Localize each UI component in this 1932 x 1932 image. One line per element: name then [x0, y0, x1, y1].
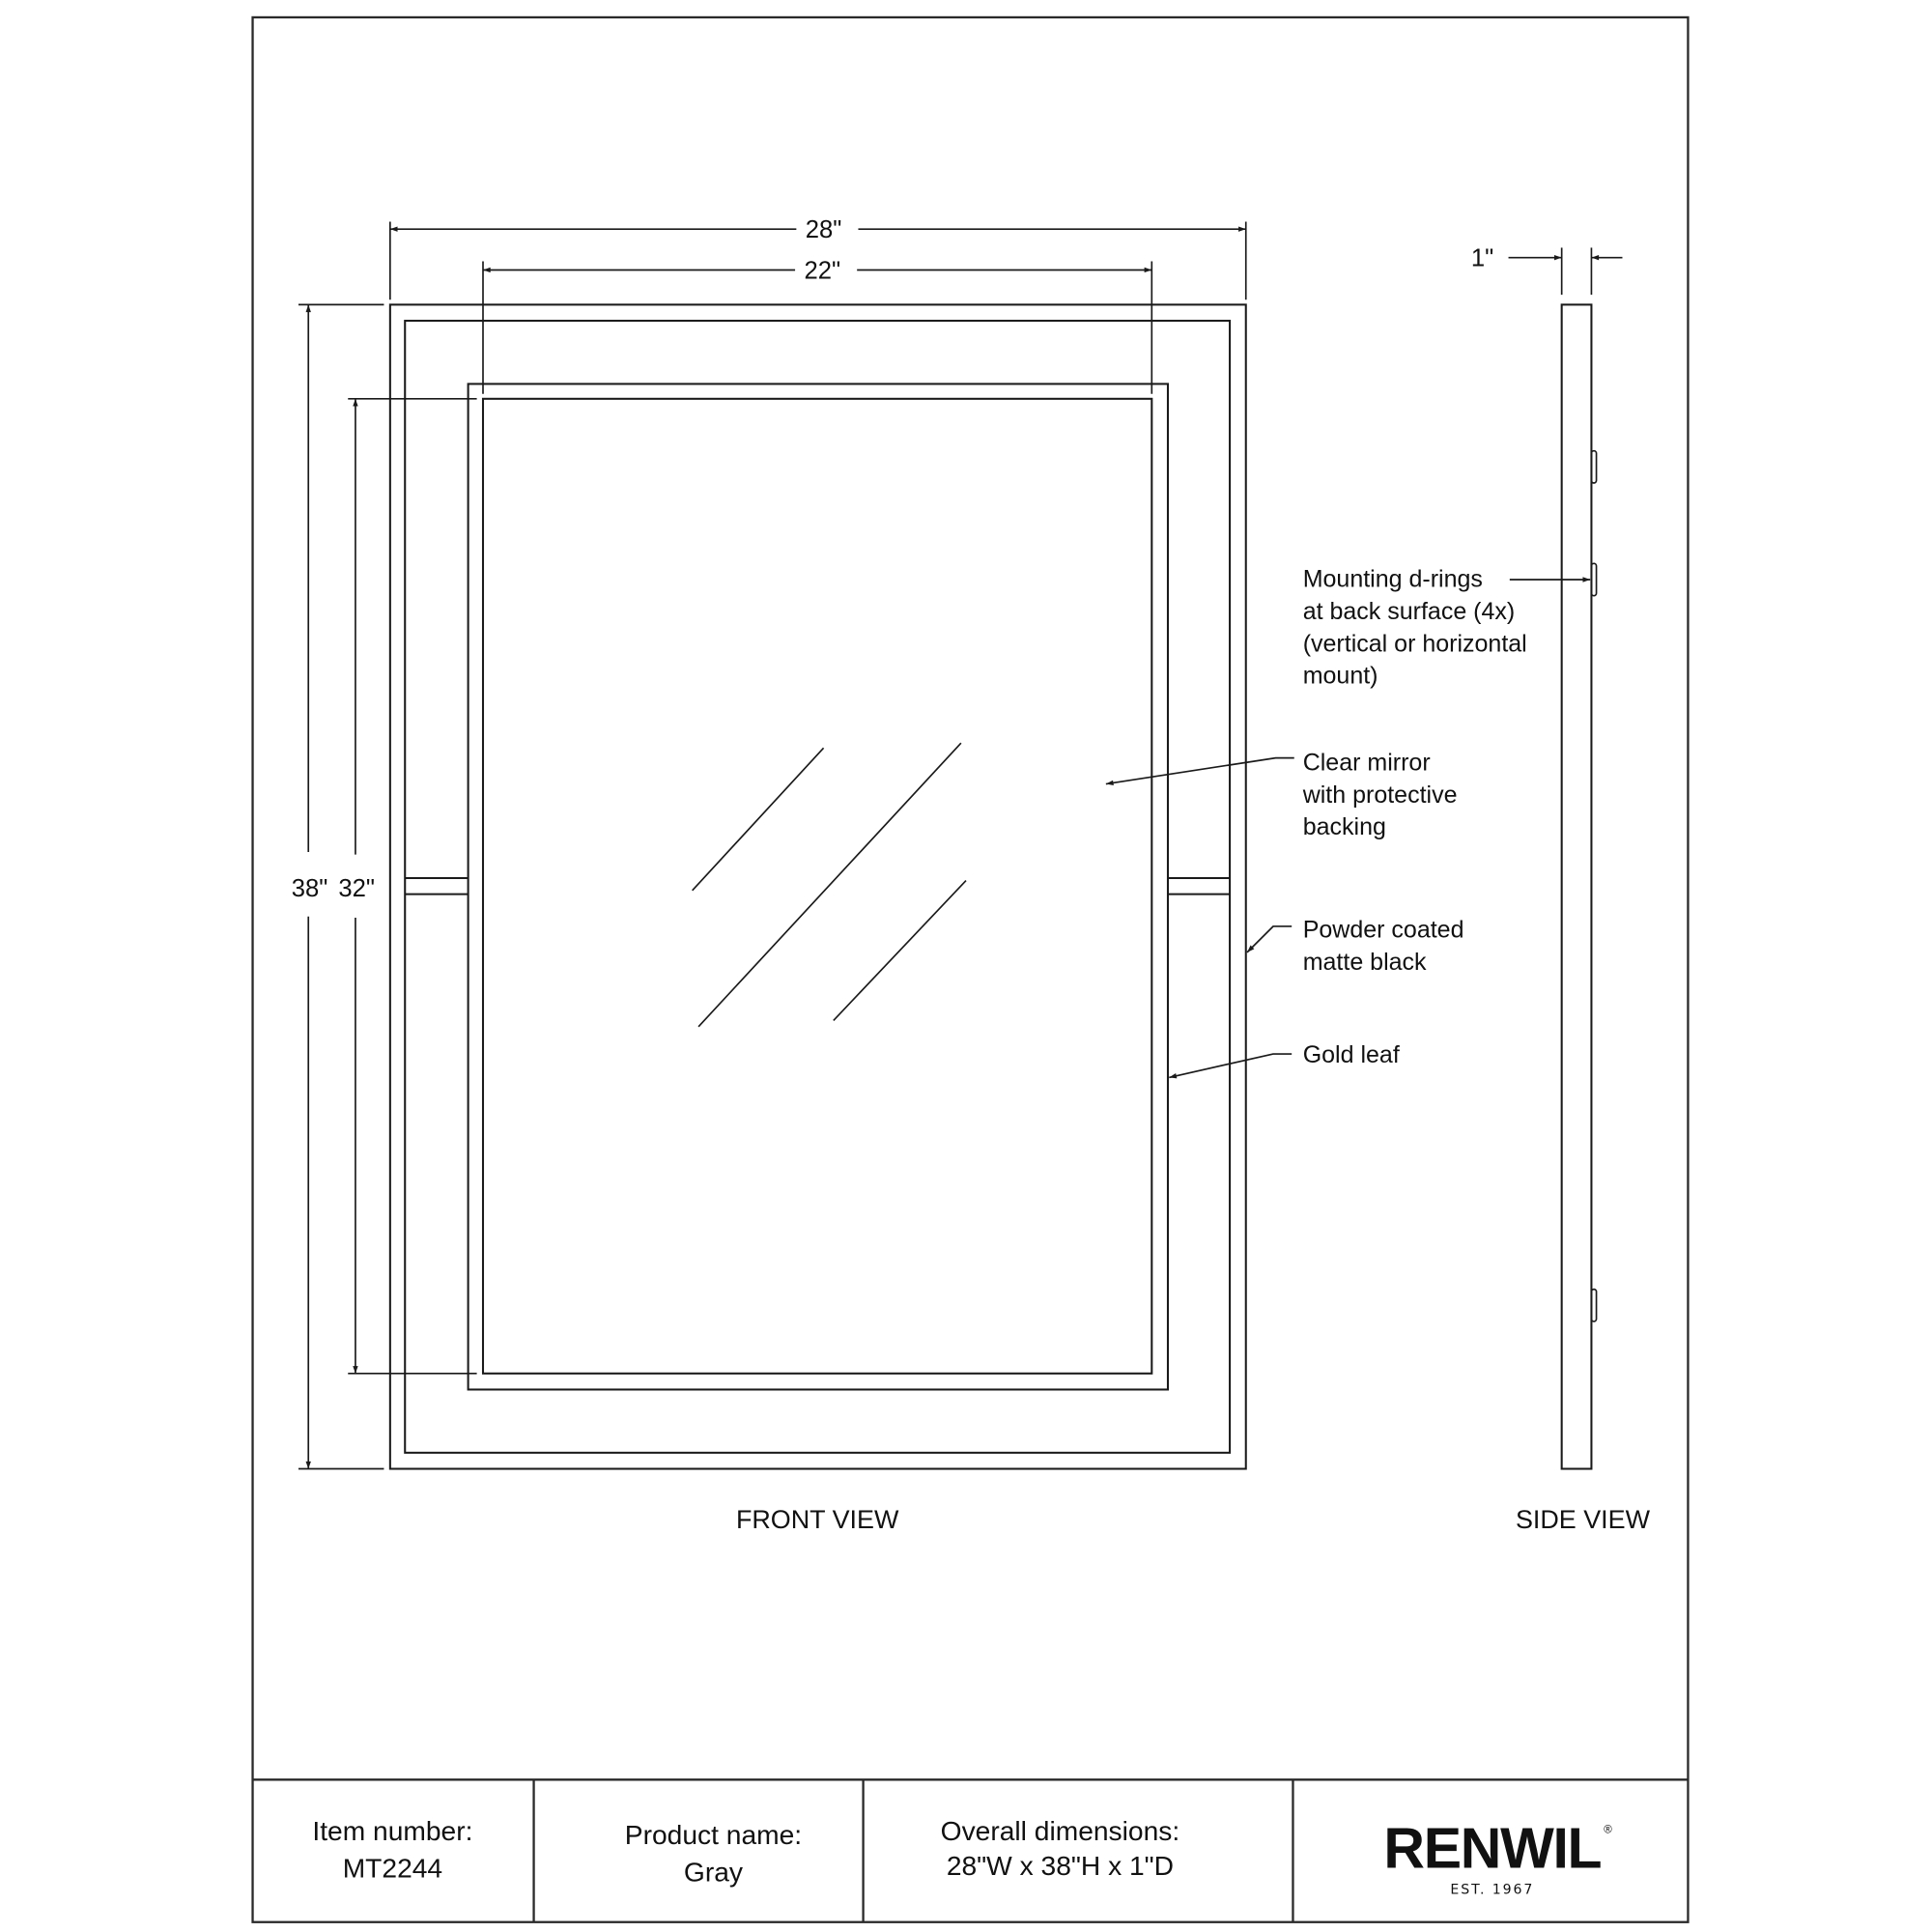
product-name-label: Product name: [624, 1818, 803, 1850]
callout-gold-leaf [1169, 1041, 1400, 1077]
svg-text:with protective: with protective [1302, 781, 1458, 809]
overall-dimensions-value: 28"W x 38"H x 1"D [946, 1850, 1175, 1882]
brand-tagline: EST. 1967 [1450, 1882, 1535, 1898]
reflection-line [698, 743, 961, 1027]
item-number-label: Item number: [312, 1815, 473, 1847]
inner-height-label: 32" [338, 875, 376, 903]
brand-logo: RENWIL [1383, 1817, 1602, 1881]
svg-text:backing: backing [1302, 813, 1386, 841]
callout-mounting-d-rings [1303, 566, 1590, 690]
title-block [312, 1815, 1612, 1897]
svg-text:Clear mirror: Clear mirror [1302, 749, 1431, 777]
item-number-value: MT2244 [342, 1852, 443, 1884]
gold-leaf-frame [469, 384, 1168, 1389]
svg-text:Powder coated: Powder coated [1302, 916, 1464, 944]
outer-frame-inner-edge [405, 321, 1230, 1453]
outer-frame [390, 304, 1246, 1468]
product-name-value: Gray [683, 1856, 744, 1888]
svg-text:(vertical or horizontal: (vertical or horizontal [1302, 630, 1527, 658]
overall-height-label: 38" [291, 875, 328, 903]
svg-text:matte black: matte black [1302, 948, 1427, 976]
svg-text:Mounting d-rings: Mounting d-rings [1302, 565, 1483, 593]
overall-dimensions-label: Overall dimensions: [940, 1815, 1180, 1847]
reflection-line [693, 748, 824, 890]
depth-label: 1" [1470, 244, 1494, 272]
inner-width-label: 22" [804, 257, 841, 285]
d-ring [1591, 1290, 1596, 1321]
height-dimensions [292, 304, 477, 1468]
callout-clear-mirror [1106, 749, 1458, 840]
callout-powder-coated [1247, 917, 1463, 976]
side-view [1471, 245, 1623, 1469]
svg-text:mount): mount) [1302, 662, 1378, 690]
registered-mark: ® [1604, 1824, 1612, 1836]
svg-text:at back surface (4x): at back surface (4x) [1302, 598, 1516, 626]
front-view-label: FRONT VIEW [735, 1505, 899, 1535]
overall-width-label: 28" [805, 216, 842, 244]
reflection-line [834, 881, 966, 1021]
d-ring [1591, 451, 1596, 483]
side-view-label: SIDE VIEW [1515, 1505, 1650, 1535]
svg-text:Gold leaf: Gold leaf [1302, 1041, 1400, 1068]
mirror-glass [483, 399, 1151, 1374]
side-profile [1562, 304, 1592, 1468]
d-ring [1591, 563, 1596, 595]
front-view [390, 304, 1246, 1468]
